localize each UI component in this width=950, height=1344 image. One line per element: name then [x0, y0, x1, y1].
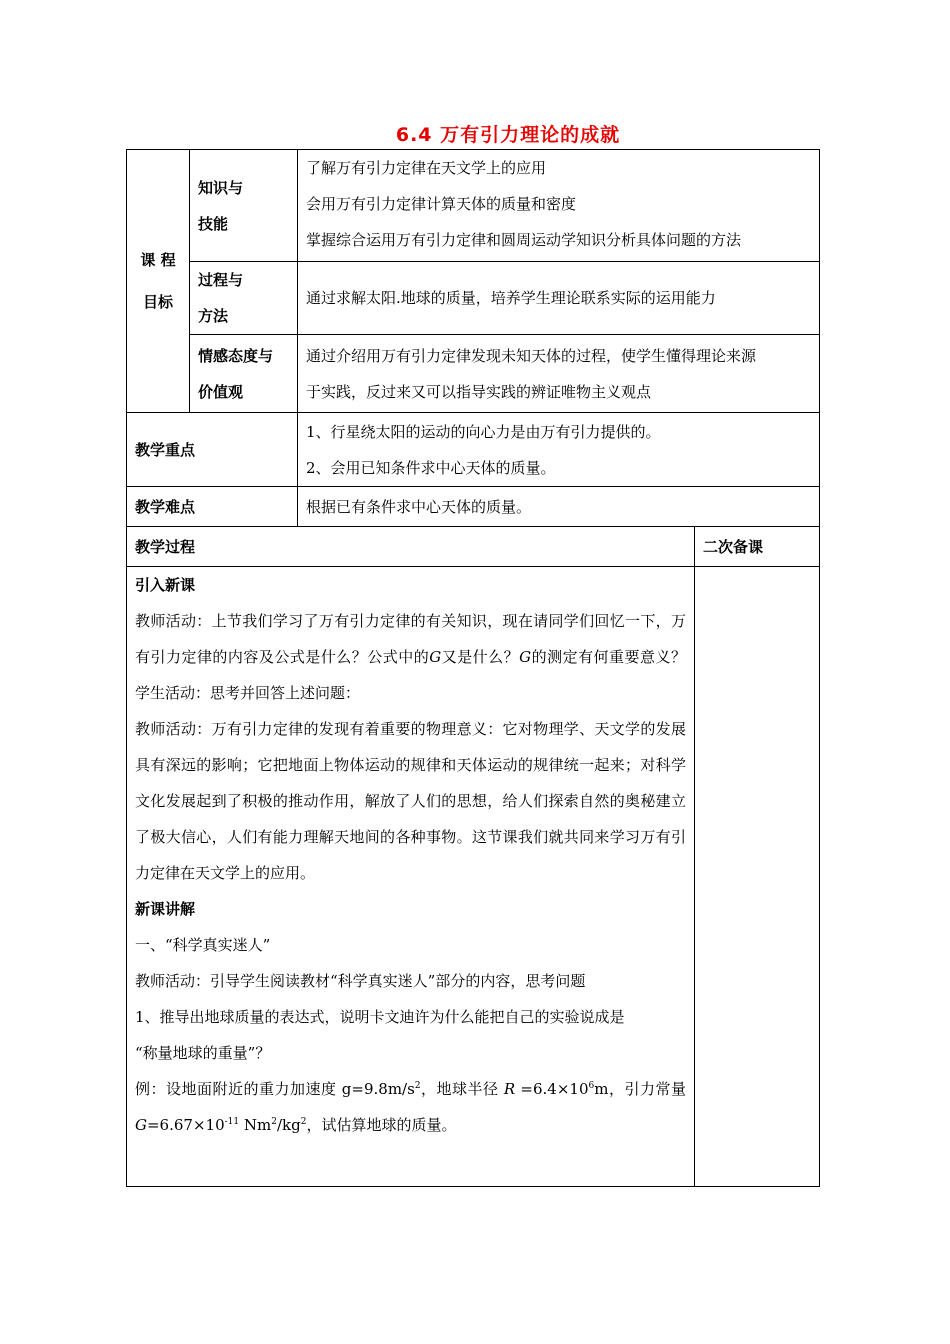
example-var-g: G — [135, 1116, 147, 1134]
knowledge-label-line1: 知识与 — [198, 178, 244, 197]
difficulties-text: 根据已有条件求中心天体的质量。 — [306, 497, 532, 516]
example-part: =6.4×10 — [515, 1080, 589, 1098]
example-superscript: 6 — [588, 1081, 595, 1091]
intro-p1-var-g: G — [429, 648, 442, 666]
intro-paragraph-2: 教师活动：万有引力定律的发现有着重要的物理意义：它对物理学、天文学的发展具有深远的影响；它把地面上物体运动的规律和天体运动的规律统一起来；对科学文化发展起到了积极的推动作用，解放了人们的思想，给人们探索自然的奥秘建立了极大信心，人们有能力理解天地间的各种事物。这节课我们就共同来学习万有引力定律在天文学上的应用。 — [135, 720, 686, 882]
notes-header-cell — [695, 527, 820, 567]
attitude-text-line1: 通过介绍用万有引力定律发现未知天体的过程，使学生懂得理论来源 — [306, 346, 757, 365]
key-points-label: 教学重点 — [135, 440, 196, 459]
section-1-title: 一、“科学真实迷人” — [135, 936, 271, 954]
example-superscript: 2 — [414, 1081, 421, 1091]
intro-paragraph-1 — [135, 603, 715, 711]
key-points-row — [127, 413, 820, 487]
process-label-line2: 方法 — [198, 307, 229, 325]
example-part: Nm — [239, 1116, 272, 1134]
key-point-item: 2、会用已知条件求中心天体的质量。 — [306, 458, 556, 477]
intro-p1-text-a: 教师活动：上节我们学习了万有引力定律的有关知识，现在请同学们回忆一下，万有引力定律的内容及公式是什么？公式中的 — [135, 612, 686, 666]
example-part: ，试估算地球的质量。 — [306, 1116, 457, 1134]
difficulties-label-cell — [127, 487, 298, 527]
key-point-item: 1、行星绕太阳的运动的向心力是由万有引力提供的。 — [306, 422, 661, 441]
example-var-r: R — [503, 1080, 516, 1098]
intro-heading: 引入新课 — [135, 576, 196, 594]
objectives-knowledge-row — [127, 150, 820, 262]
objectives-process-row — [127, 262, 820, 335]
intro-p1-var-g: G — [519, 648, 532, 666]
attitude-label-line1: 情感态度与 — [198, 346, 274, 365]
difficulties-label: 教学难点 — [135, 497, 196, 516]
process-text: 通过求解太阳.地球的质量，培养学生理论联系实际的运用能力 — [306, 289, 716, 307]
process-header-label: 教学过程 — [135, 537, 196, 556]
process-body-cell — [127, 567, 715, 1187]
knowledge-item: 了解万有引力定律在天文学上的应用 — [306, 159, 547, 177]
knowledge-label-line2: 技能 — [198, 214, 229, 233]
key-points-content-cell — [298, 413, 820, 487]
process-label-cell — [190, 262, 298, 335]
objectives-header-cell — [127, 150, 190, 413]
intro-p1-text-b: 又是什么？ — [441, 648, 520, 666]
example-part: ，地球半径 — [420, 1080, 504, 1098]
example-text — [135, 1071, 686, 1143]
example-part: =6.67×10 — [146, 1116, 225, 1134]
attitude-label-line2: 价值观 — [198, 382, 244, 401]
attitude-label-cell — [190, 335, 298, 413]
objectives-header-line2: 目标 — [142, 293, 173, 311]
knowledge-content-cell — [298, 150, 820, 262]
question-1-line1: 1、推导出地球质量的表达式，说明卡文迪许为什么能把自己的实验说成是 — [135, 1008, 625, 1026]
difficulties-row — [127, 487, 820, 527]
example-part: /kg — [276, 1116, 301, 1134]
attitude-text-line2: 于实践，反过来又可以指导实践的辨证唯物主义观点 — [306, 382, 652, 401]
notes-header-label: 二次备课 — [703, 537, 764, 556]
knowledge-item: 会用万有引力定律计算天体的质量和密度 — [306, 195, 577, 213]
example-superscript: 2 — [300, 1117, 307, 1127]
process-label-line1: 过程与 — [198, 271, 244, 289]
example-superscript: 2 — [271, 1117, 277, 1127]
knowledge-item: 掌握综合运用万有引力定律和圆周运动学知识分析具体问题的方法 — [306, 231, 742, 249]
attitude-content-cell — [298, 335, 820, 413]
objectives-header-line1: 课 程 — [140, 251, 176, 269]
knowledge-label-cell — [190, 150, 298, 262]
example-part: 例：设地面附近的重力加速度 g=9.8m/s — [135, 1080, 415, 1098]
example-part: m，引力常量 — [594, 1080, 686, 1098]
document-title: 6.4 万有引力理论的成就 — [395, 124, 621, 146]
process-content-cell — [298, 262, 820, 335]
question-1-line2: “称量地球的重量”？ — [135, 1044, 271, 1062]
intro-p1-text-c: 的测定有何重要意义？ 学生活动：思考并回答上述问题： — [135, 648, 715, 702]
process-header-cell — [127, 527, 695, 567]
new-lesson-heading: 新课讲解 — [135, 900, 196, 918]
activity-text: 教师活动：引导学生阅读教材“科学真实迷人”部分的内容，思考问题 — [135, 972, 586, 990]
process-body-row — [127, 567, 820, 1187]
process-header-row — [127, 527, 820, 567]
example-superscript: -11 — [224, 1117, 240, 1127]
key-points-label-cell — [127, 413, 298, 487]
lesson-plan-table — [126, 149, 820, 1187]
difficulties-content-cell — [298, 487, 820, 527]
objectives-attitude-row — [127, 335, 820, 413]
